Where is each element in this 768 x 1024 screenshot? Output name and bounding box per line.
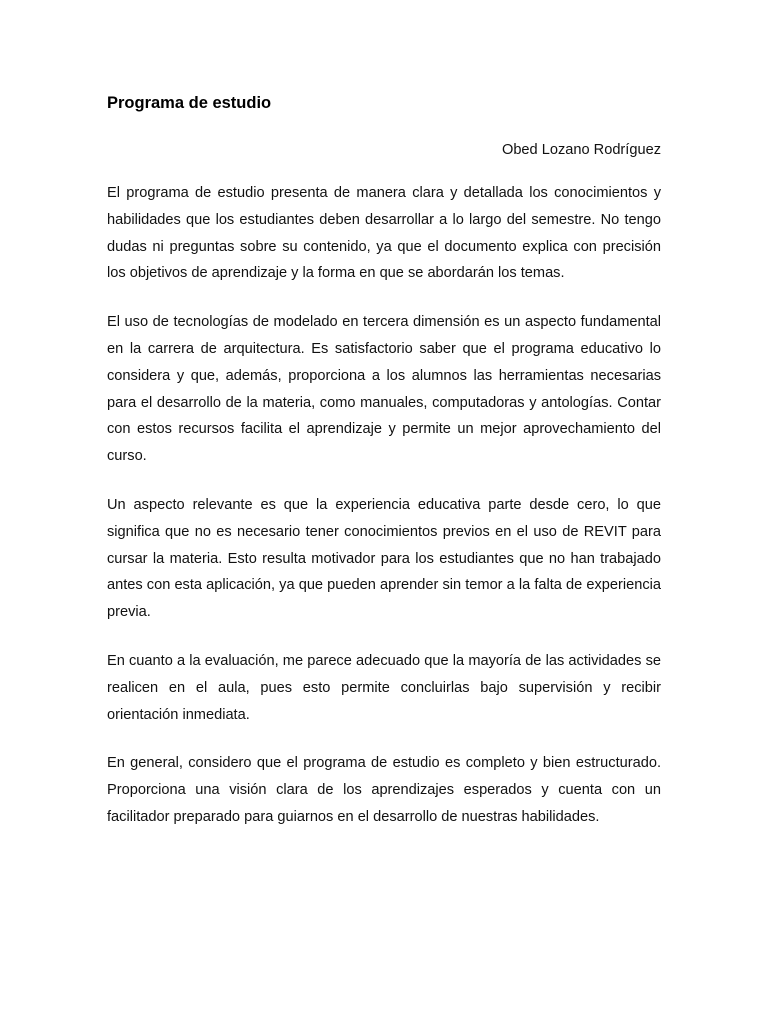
paragraph-1: El programa de estudio presenta de manera clara y detallada los conocimientos y habilidades que los estudiantes deben desarrollar a lo largo del semestre. No tengo dudas ni preguntas sobre su contenido, ya que el documento explica con precisión los objetivos de aprendizaje y la forma en que se abordarán los temas.	[107, 185, 661, 282]
author-name: Obed Lozano Rodríguez	[501, 142, 661, 158]
document-title: Programa de estudio	[107, 94, 272, 112]
paragraph-5: En general, considero que el programa de estudio es completo y bien estructurado. Proporciona una visión clara de los aprendizajes esperados y cuenta con un facilitador preparado para guiarnos en el desarrollo de nuestras habilidades.	[107, 755, 661, 825]
paragraph-4: En cuanto a la evaluación, me parece adecuado que la mayoría de las actividades se realicen en el aula, pues esto permite concluirlas bajo supervisión y recibir orientación inmediata.	[107, 652, 661, 723]
paragraph-2: El uso de tecnologías de modelado en tercera dimensión es un aspecto fundamental en la carrera de arquitectura. Es satisfactorio saber que el programa educativo lo considera y que, además, proporciona a los alumnos las herramientas necesarias para el desarrollo de la materia, como manuales, computadoras y antologías. Contar con estos recursos facilita el aprendizaje y permite un mejor aprovechamiento del curso.	[107, 314, 661, 465]
paragraph-3: Un aspecto relevante es que la experiencia educativa parte desde cero, lo que significa que no es necesario tener conocimientos previos en el uso de REVIT para cursar la materia. Esto resulta motivador para los estudiantes que no han trabajado antes con esta aplicación, ya que pueden aprender sin temor a la falta de experiencia previa.	[107, 496, 661, 621]
document-page	[107, 92, 661, 831]
